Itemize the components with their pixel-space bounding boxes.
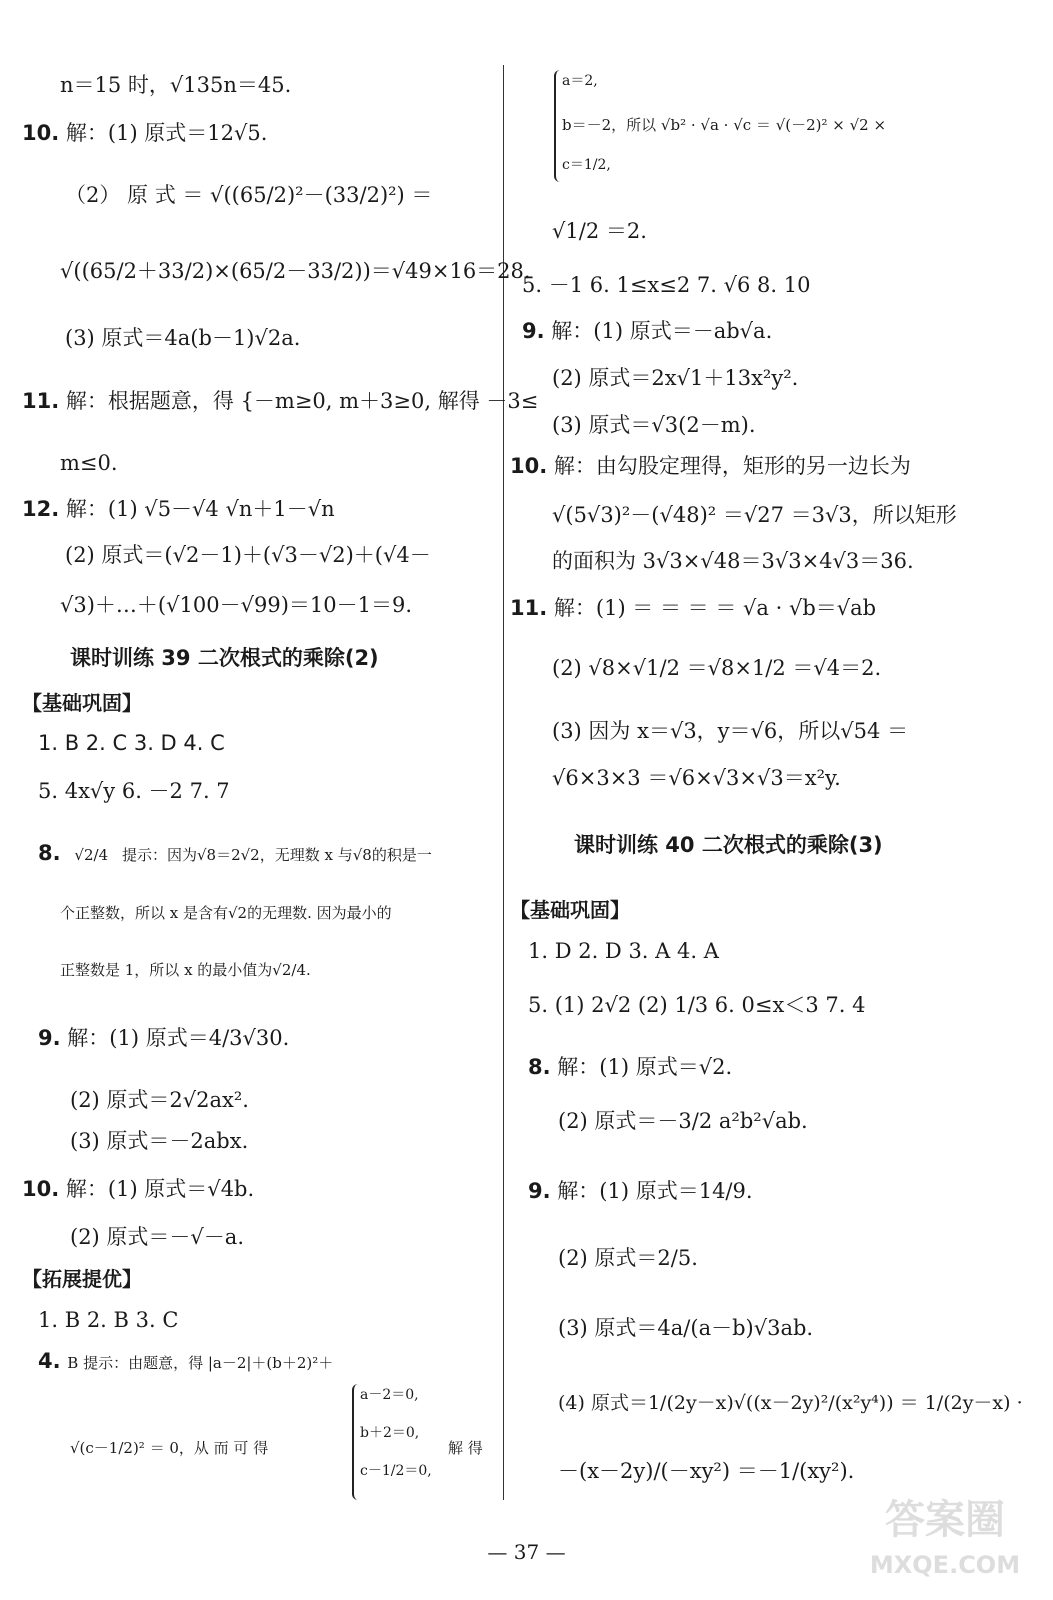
equation: a＝2,: [562, 73, 598, 89]
subsection-title: 【基础巩固】: [22, 691, 142, 715]
hint-line: √(c－1/2)² ＝ 0，从 而 可 得: [70, 1439, 269, 1457]
answer-text: 解：(1) ＝ ＝ ＝ ＝ √a · √b＝√ab: [553, 596, 877, 620]
answer-item-11: [510, 595, 876, 621]
equation: c－1/2＝0,: [360, 1463, 432, 1479]
answer-line: √1/2 ＝2.: [552, 219, 647, 243]
answer-item-9: [38, 1025, 289, 1051]
answer-line: √3)＋…＋(√100－√99)＝10－1＝9.: [60, 593, 413, 617]
answer-line: (2) 原式＝－√－a.: [70, 1225, 244, 1249]
answer-item-10: [510, 453, 911, 479]
item-number: 12.: [22, 497, 60, 521]
answer-text: 解：(1) 原式＝4/3√30.: [67, 1026, 290, 1050]
item-number: 8.: [38, 841, 61, 865]
answer-line: (2) 原式＝2√2ax².: [70, 1088, 249, 1112]
answer-line: n＝15 时，√135n＝45.: [60, 73, 292, 97]
hint-text: 提示：因为√8＝2√2，无理数 x 与√8的积是一: [121, 846, 432, 864]
item-number: 9.: [528, 1179, 551, 1203]
answer-line: b＝－2，所以 √b² · √a · √c ＝ √(－2)² × √2 ×: [562, 116, 887, 134]
item-number: 10.: [22, 1177, 60, 1201]
item-number: 11.: [22, 389, 60, 413]
answer-line: 1. B 2. B 3. C: [38, 1308, 179, 1332]
watermark-logo: [865, 1485, 1025, 1585]
brace: [352, 1384, 358, 1500]
equation: b＋2＝0,: [360, 1425, 420, 1441]
answer-text: 解：(1) 原式＝－ab√a.: [551, 319, 773, 343]
answer-line: (3) 原式＝√3(2－m).: [552, 413, 756, 437]
answer-line: (4) 原式＝1/(2y－x)√((x－2y)²/(x²y⁴)) ＝ 1/(2y－x) ·: [558, 1392, 1023, 1414]
hint-line: 解 得: [448, 1439, 483, 1457]
answer-item-10: [22, 120, 267, 146]
answer-line: 的面积为 3√3×√48＝3√3×4√3＝36.: [552, 549, 914, 573]
item-number: 4.: [38, 1349, 61, 1373]
answer-item-4: [38, 1348, 333, 1374]
item-number: 8.: [528, 1055, 551, 1079]
answer-line: －(x－2y)/(－xy²) ＝－1/(xy²).: [558, 1459, 855, 1483]
answer-line: (2) 原式＝2x√1＋13x²y².: [552, 366, 799, 390]
answer-line: √(5√3)²－(√48)² ＝√27 ＝3√3，所以矩形: [552, 503, 957, 527]
answer-text: 解：根据题意，得 {－m≥0, m＋3≥0, 解得 －3≤: [65, 389, 539, 413]
answer-line: （2） 原 式 ＝ √((65/2)²－(33/2)²) ＝: [65, 183, 433, 207]
answer-line: (2) √8×√1/2 ＝√8×1/2 ＝√4＝2.: [552, 656, 882, 680]
answer-line: √6×3×3 ＝√6×√3×√3＝x²y.: [552, 766, 841, 790]
hint-line: 个正整数，所以 x 是含有√2的无理数. 因为最小的: [60, 904, 392, 922]
answer-line: (2) 原式＝2/5.: [558, 1246, 698, 1270]
answer-item-8: [38, 840, 432, 866]
answer-text: 解：(1) 原式＝12√5.: [65, 121, 268, 145]
answer-line: (3) 原式＝4a/(a－b)√3ab.: [558, 1316, 814, 1340]
hint-line: 正整数是 1，所以 x 的最小值为√2/4.: [60, 961, 311, 979]
answer-line: 5. 4x√y 6. －2 7. 7: [38, 779, 230, 803]
answer-line: (2) 原式＝(√2－1)＋(√3－√2)＋(√4－: [65, 543, 431, 567]
answer-item-12: [22, 496, 335, 522]
answer-line: (3) 原式＝4a(b－1)√2a.: [65, 326, 301, 350]
answer-item-11: [22, 388, 538, 414]
watermark-url: MXQE.COM: [869, 1551, 1021, 1579]
item-number: 9.: [38, 1026, 61, 1050]
answer-text: 解：(1) 原式＝14/9.: [557, 1179, 753, 1203]
answer-item-9: [522, 318, 772, 344]
answer-line: 1. B 2. C 3. D 4. C: [38, 731, 225, 755]
equation: a－2＝0,: [360, 1387, 419, 1403]
item-number: 11.: [510, 596, 548, 620]
answer-line: √((65/2＋33/2)×(65/2－33/2))＝√49×16＝28.: [60, 259, 531, 283]
answer-item-8: [528, 1054, 732, 1080]
page-number: — 37 —: [487, 1540, 566, 1564]
item-number: 10.: [22, 121, 60, 145]
equation: c＝1/2,: [562, 157, 611, 173]
answer-line: 5. －1 6. 1≤x≤2 7. √6 8. 10: [522, 273, 811, 297]
section-title: 课时训练 39 二次根式的乘除(2): [70, 646, 379, 670]
answer-text: 解：(1) √5－√4 √n＋1－√n: [65, 497, 335, 521]
item-number: 10.: [510, 454, 548, 478]
section-title: 课时训练 40 二次根式的乘除(3): [574, 833, 883, 857]
subsection-title: 【拓展提优】: [22, 1267, 142, 1291]
answer-line: (3) 原式＝－2abx.: [70, 1129, 249, 1153]
answer-line: m≤0.: [60, 451, 118, 475]
answer-line: (3) 因为 x＝√3，y＝√6，所以√54 ＝: [552, 719, 909, 743]
answer-line: (2) 原式＝－3/2 a²b²√ab.: [558, 1109, 808, 1133]
fraction: √2/4: [74, 846, 109, 864]
brace: [554, 70, 560, 182]
item-number: 9.: [522, 319, 545, 343]
answer-text: 解：(1) 原式＝√4b.: [65, 1177, 255, 1201]
answer-line: 1. D 2. D 3. A 4. A: [528, 939, 719, 963]
answer-text: 解：由勾股定理得，矩形的另一边长为: [553, 454, 911, 478]
answer-text: 解：(1) 原式＝√2.: [557, 1055, 733, 1079]
watermark-title: 答案圈: [885, 1497, 1005, 1543]
answer-item-9b: [528, 1178, 753, 1204]
answer-line: 5. (1) 2√2 (2) 1/3 6. 0≤x＜3 7. 4: [528, 993, 866, 1017]
subsection-title: 【基础巩固】: [510, 898, 630, 922]
answer-item-10b: [22, 1176, 254, 1202]
hint-text: B 提示：由题意，得 |a－2|＋(b＋2)²＋: [67, 1354, 334, 1372]
